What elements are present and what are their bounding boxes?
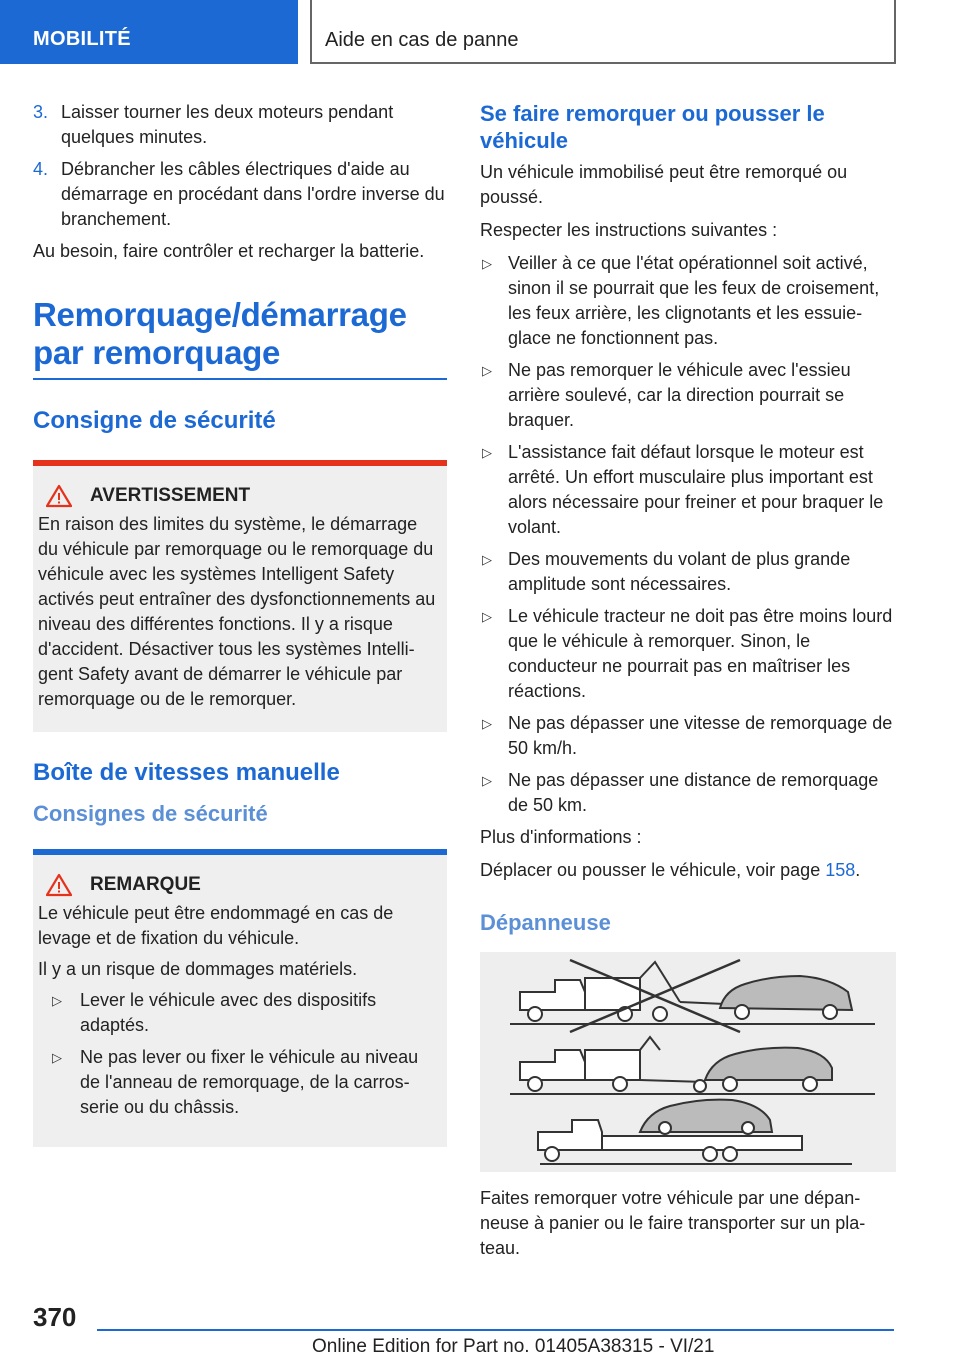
warning-triangle-icon xyxy=(46,484,72,508)
list-item xyxy=(480,440,896,540)
tow-truck-illustration xyxy=(480,952,896,1172)
list-item xyxy=(480,711,896,761)
list-item xyxy=(480,768,896,818)
main-heading: Remorquage/démarrage par remorquage xyxy=(33,296,407,371)
bullet-text: Ne pas dépasser une vitesse de remorquage de 50 km/h. xyxy=(508,713,893,758)
bullet-text: Le véhicule tracteur ne doit pas être moins lourd que le véhicule à remorquer. Sinon, le conducteur ne pourrait pas en maîtriser les réactions. xyxy=(508,606,893,701)
footer-rule xyxy=(97,1329,894,1331)
gearbox-subheading: Consignes de sécurité xyxy=(33,801,268,826)
step-text: Débrancher les câbles électriques d'aide au démarrage en procédant dans l'ordre inverse du branchement. xyxy=(61,159,445,229)
bullet-icon: ▷ xyxy=(482,363,492,378)
bullet-text: Veiller à ce que l'état opérationnel soit activé, sinon il se pourrait que les feux de croisement, les feux arrière, les clignotants et les essuie-glace ne fonctionnent pas. xyxy=(508,253,880,348)
list-item xyxy=(480,547,896,597)
list-item xyxy=(38,988,442,1038)
tow-truck-diagram xyxy=(480,952,896,1172)
bullet-text: Lever le véhicule avec des dispositifs adaptés. xyxy=(80,990,377,1035)
safety-heading: Consigne de sécurité xyxy=(33,407,276,434)
bullet-icon: ▷ xyxy=(482,256,492,271)
chapter-title: Aide en cas de panne xyxy=(310,0,896,64)
step-number: 3. xyxy=(33,102,49,122)
list-item xyxy=(480,358,896,433)
bullet-text: Ne pas dépasser une distance de remorquage de 50 km. xyxy=(508,770,879,815)
list-item xyxy=(33,157,447,232)
instructions-intro: Respecter les instructions suivantes : xyxy=(480,220,778,240)
tow-intro: Un véhicule immobilisé peut être remorqué ou poussé. xyxy=(480,162,848,207)
battery-text: Au besoin, faire contrôler et recharger la batterie. xyxy=(33,241,425,261)
list-item xyxy=(38,1045,442,1120)
depanneuse-heading: Dépanneuse xyxy=(480,910,611,935)
note-header xyxy=(38,873,442,897)
bullet-text: Ne pas remorquer le véhicule avec l'essieu arrière soulevé, car la direction pourrait se braquer. xyxy=(508,360,851,430)
page-reference xyxy=(480,858,896,883)
note-label: REMARQUE xyxy=(90,874,201,895)
bullet-icon: ▷ xyxy=(482,445,492,460)
bullet-text: L'assistance fait défaut lorsque le moteur est arrêté. Un effort musculaire plus important est alors nécessaire pour freiner et pour braquer le volant. xyxy=(508,442,884,537)
warning-header xyxy=(38,484,442,508)
note-text: Il y a un risque de dommages matériels. xyxy=(38,959,358,979)
tow-heading: Se faire remorquer ou pousser le véhicule xyxy=(480,101,825,153)
list-item xyxy=(480,251,896,351)
right-column xyxy=(480,100,896,1261)
heading-rule xyxy=(33,378,447,380)
page-link[interactable]: 158 xyxy=(825,860,856,880)
bullet-icon: ▷ xyxy=(52,993,62,1008)
edition-text: Online Edition for Part no. 01405A38315 - VI/21 xyxy=(312,1336,715,1357)
bullet-text: Des mouvements du volant de plus grande amplitude sont nécessaires. xyxy=(508,549,851,594)
note-box xyxy=(33,849,447,1147)
bullet-icon: ▷ xyxy=(482,716,492,731)
section-tab: MOBILITÉ xyxy=(0,0,298,64)
warning-box xyxy=(33,460,447,732)
warning-text: En raison des limites du système, le démarrage du véhicule par remorquage ou le remorquage du véhicule avec les systèmes Intelligent Safety activés peut entraîner des dysfonctionnements au niveau des différentes fonctions. Il y a risque d'accident. Désactiver tous les systèmes Intelligent Safety avant de démarrer le véhicule par remorquage ou de le remorquer. xyxy=(38,514,436,709)
step-number: 4. xyxy=(33,159,49,179)
bullet-icon: ▷ xyxy=(52,1050,62,1065)
warning-label: AVERTISSEMENT xyxy=(90,485,251,506)
figure-caption: Faites remorquer votre véhicule par une dépanneuse à panier ou le faire transporter sur un plateau. xyxy=(480,1188,866,1258)
left-column xyxy=(33,100,447,1147)
bullet-icon: ▷ xyxy=(482,552,492,567)
bullet-icon: ▷ xyxy=(482,609,492,624)
page-number: 370 xyxy=(33,1302,77,1332)
more-info-label: Plus d'informations : xyxy=(480,827,642,847)
list-item xyxy=(480,604,896,704)
gearbox-heading: Boîte de vitesses manuelle xyxy=(33,759,340,786)
list-item xyxy=(33,100,447,150)
reference-text: Déplacer ou pousser le véhicule, voir page xyxy=(480,860,826,880)
warning-triangle-icon xyxy=(46,873,72,897)
reference-end: . xyxy=(855,860,861,880)
step-text: Laisser tourner les deux moteurs pendant quelques minutes. xyxy=(61,102,394,147)
bullet-icon: ▷ xyxy=(482,773,492,788)
bullet-text: Ne pas lever ou fixer le véhicule au niveau de l'anneau de remorquage, de la carrosserie ou du châssis. xyxy=(80,1047,419,1117)
note-text: Le véhicule peut être endommagé en cas de levage et de fixation du véhicule. xyxy=(38,903,394,948)
